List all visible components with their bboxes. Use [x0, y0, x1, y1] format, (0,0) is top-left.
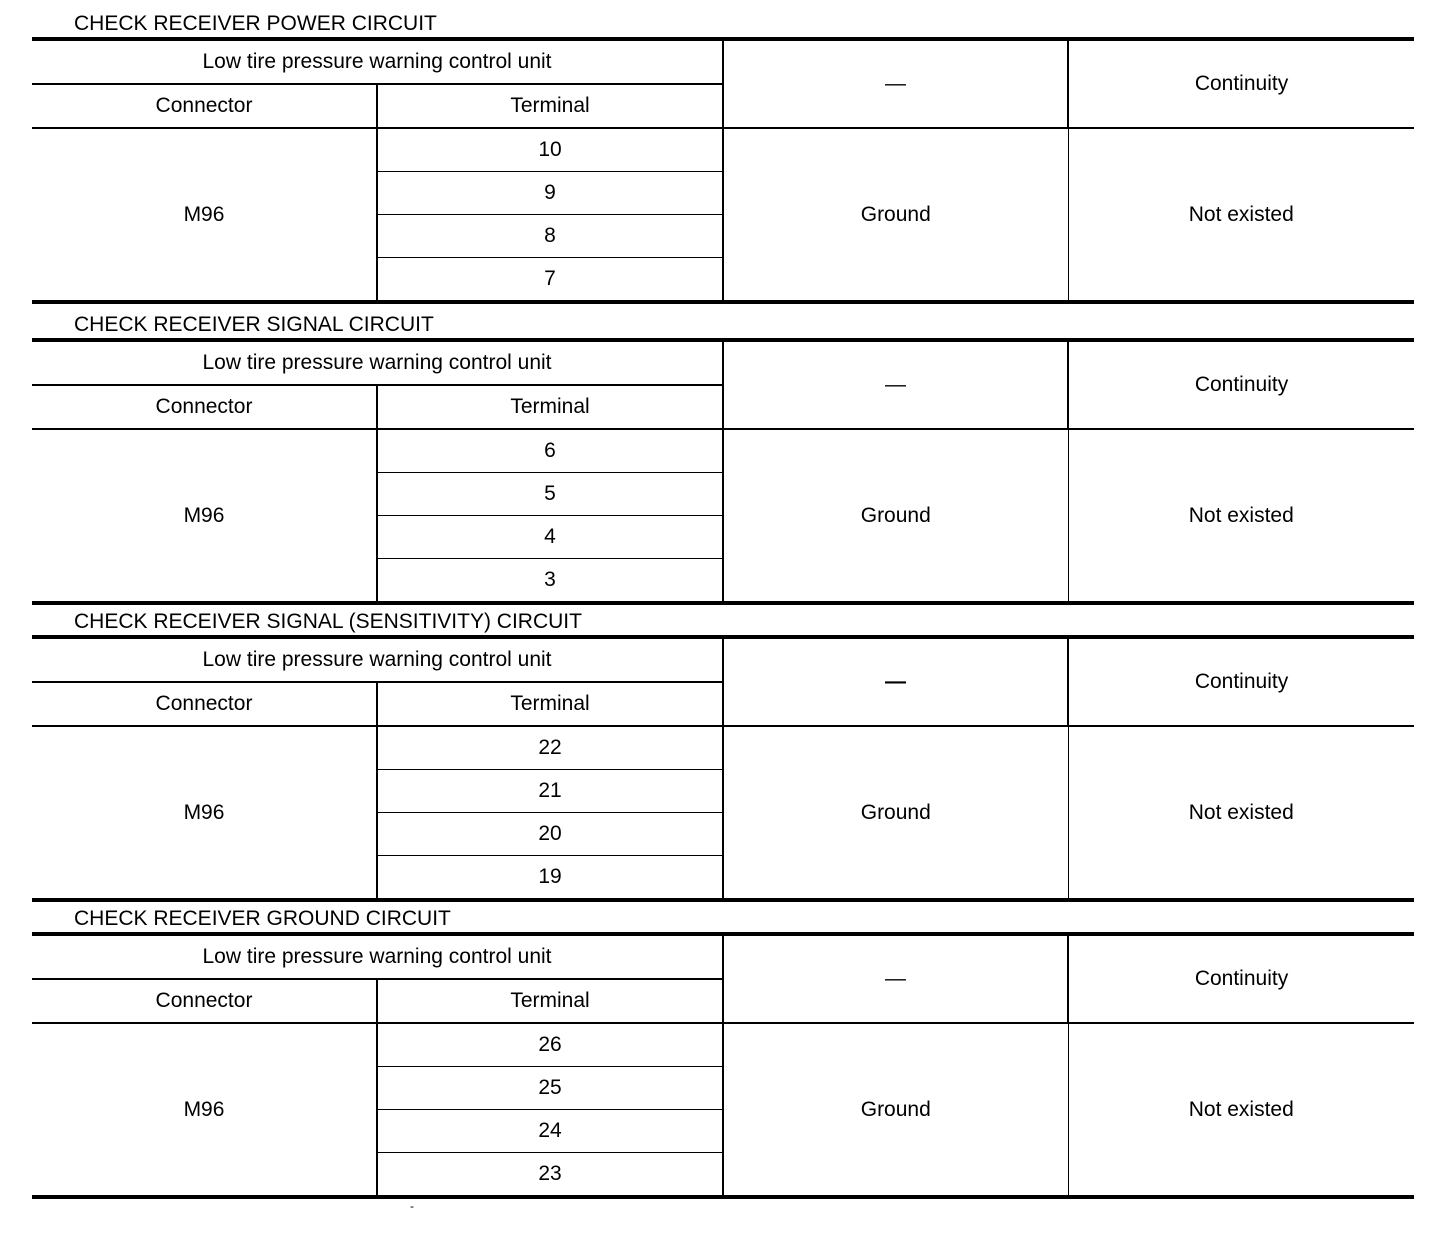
connector-cell: M96	[32, 1023, 377, 1197]
terminal-cell: 19	[377, 856, 723, 901]
header-connector: Connector	[32, 682, 377, 726]
connector-cell: M96	[32, 429, 377, 603]
ground-cell: Ground	[723, 726, 1068, 900]
terminal-cell: 5	[377, 473, 723, 516]
header-connector: Connector	[32, 84, 377, 128]
terminal-cell: 20	[377, 813, 723, 856]
header-terminal: Terminal	[377, 979, 723, 1023]
section-title: CHECK RECEIVER POWER CIRCUIT	[74, 12, 437, 35]
header-continuity: Continuity	[1068, 39, 1414, 128]
ground-cell: Ground	[723, 1023, 1068, 1197]
terminal-cell: 23	[377, 1153, 723, 1198]
terminal-cell: 6	[544, 439, 556, 462]
section-title: CHECK RECEIVER SIGNAL CIRCUIT	[74, 313, 434, 336]
connector-cell: M96	[32, 726, 377, 900]
continuity-result: Not existed	[1188, 1097, 1294, 1121]
terminal-cell: 25	[377, 1067, 723, 1110]
header-terminal: Terminal	[377, 84, 723, 128]
connector-cell: M96	[32, 128, 377, 302]
header-control-unit: Low tire pressure warning control unit	[32, 39, 723, 84]
ground-cell: Ground	[723, 429, 1068, 603]
terminal-cell: 21	[377, 770, 723, 813]
header-continuity: Continuity	[1068, 637, 1414, 726]
terminal-cell: 4	[377, 516, 723, 559]
header-dash: —	[723, 934, 1068, 1023]
ground-cell: Ground	[723, 128, 1068, 302]
header-terminal: Terminal	[377, 385, 723, 429]
header-continuity: Continuity	[1068, 934, 1414, 1023]
header-dash: —	[723, 637, 1068, 726]
terminal-cell: 9	[377, 172, 723, 215]
continuity-result: Not existed	[1188, 800, 1294, 824]
terminal-cell: 26	[538, 1033, 562, 1056]
header-terminal: Terminal	[377, 682, 723, 726]
section-title: CHECK RECEIVER SIGNAL (SENSITIVITY) CIRCUIT	[74, 610, 582, 633]
header-connector: Connector	[32, 385, 377, 429]
terminal-cell: 8	[377, 215, 723, 258]
terminal-cell: 3	[377, 559, 723, 604]
continuity-result: Not existed	[1188, 503, 1294, 527]
continuity-table	[32, 932, 1414, 1199]
header-control-unit: Low tire pressure warning control unit	[32, 934, 723, 979]
terminal-cell: 24	[377, 1110, 723, 1153]
header-continuity: Continuity	[1068, 340, 1414, 429]
continuity-table	[32, 37, 1414, 304]
terminal-cell: 22	[538, 736, 562, 759]
continuity-result: Not existed	[1188, 202, 1294, 226]
header-connector: Connector	[32, 979, 377, 1023]
continuity-table	[32, 635, 1414, 902]
terminal-cell: 7	[377, 258, 723, 303]
stray-mark: -	[410, 1199, 414, 1213]
header-control-unit: Low tire pressure warning control unit	[32, 637, 723, 682]
section-title: CHECK RECEIVER GROUND CIRCUIT	[74, 907, 451, 930]
header-dash: —	[723, 340, 1068, 429]
header-dash: —	[723, 39, 1068, 128]
header-control-unit: Low tire pressure warning control unit	[32, 340, 723, 385]
continuity-table	[32, 338, 1414, 605]
terminal-cell: 10	[538, 138, 562, 161]
